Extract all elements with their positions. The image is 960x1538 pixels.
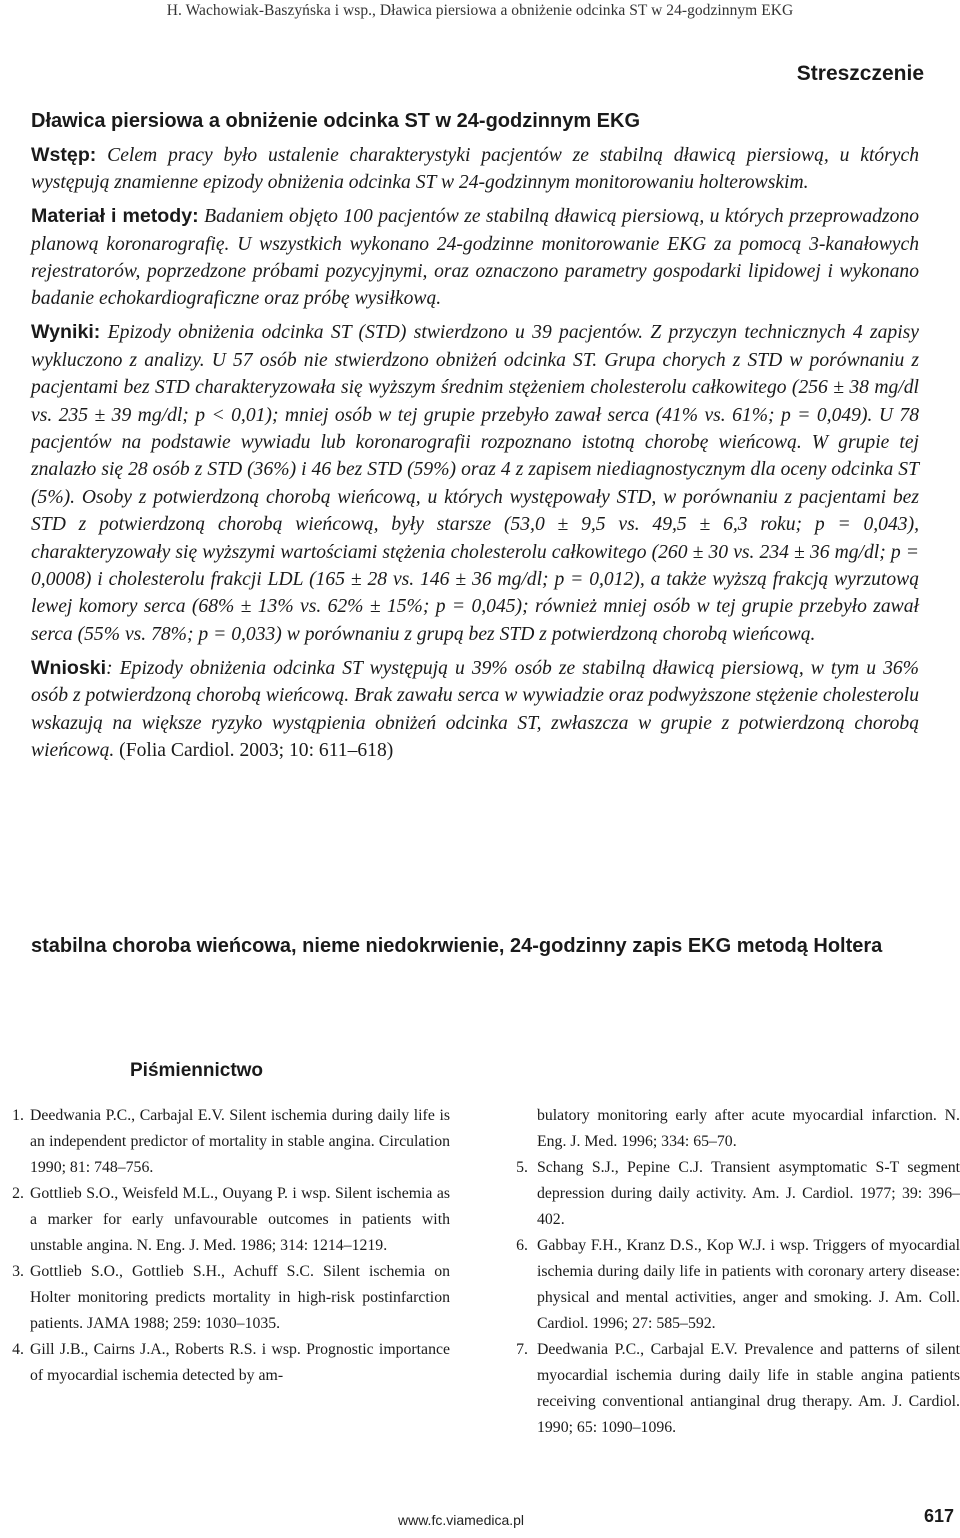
conclusions-text: : Epizody obniżenia odcinka ST występują u 39% osób ze stabilną dławicą piersiową, w tym u 36% osób z potwierdzoną chorobą wieńcową. Brak zawału serca w wywiadzie oraz podwyższone stężenie cholesterolu wskazują na większe ryzyko wystąpienia obniżeń odcinka ST, zwłaszcza w grupie z potwierdzoną chorobą wieńcową.	[31, 657, 919, 761]
reference-item	[0, 1103, 450, 1181]
results-label: Wyniki:	[31, 321, 101, 344]
reference-text: Gottlieb S.O., Gottlieb S.H., Achuff S.C. Silent ischemia on Holter monitoring predicts mortality in high-risk postinfarction patients. JAMA 1988; 259: 1030–1035.	[30, 1263, 450, 1332]
reference-text: bulatory monitoring early after acute myocardial infarction. N. Eng. J. Med. 1996; 334: 65–70.	[537, 1107, 960, 1150]
abstract-section-label: Streszczenie	[796, 62, 924, 85]
reference-text: Deedwania P.C., Carbajal E.V. Prevalence and patterns of silent myocardial ischemia during daily life in stable angina patients receiving conventional antianginal drug therapy. Am. J. Cardiol. 1990; 65: 1090–1096.	[537, 1341, 960, 1436]
reference-item	[0, 1259, 450, 1337]
reference-number: 4.	[12, 1341, 24, 1358]
reference-text: Schang S.J., Pepine C.J. Transient asymptomatic S-T segment depression during daily activity. Am. J. Cardiol. 1977; 39: 396–402.	[537, 1159, 960, 1228]
references-column-left	[0, 1103, 450, 1389]
reference-item	[0, 1181, 450, 1259]
intro-label: Wstęp:	[31, 143, 97, 166]
intro-text: Celem pracy było ustalenie charakterystyki pacjentów ze stabilną dławicą piersiową, u których występują znamienne epizody obniżenia odcinka ST w 24-godzinnym monitorowaniu holterowskim.	[31, 144, 920, 194]
reference-number: 7.	[516, 1341, 528, 1358]
abstract-body	[31, 108, 919, 764]
reference-item	[500, 1233, 960, 1337]
footer-url: www.fc.viamedica.pl	[398, 1512, 525, 1528]
reference-text: Gottlieb S.O., Weisfeld M.L., Ouyang P. i wsp. Silent ischemia as a marker for early unfavourable outcomes in patients with unstable angina. N. Eng. J. Med. 1986; 314: 1214–1219.	[30, 1185, 450, 1254]
conclusions-label: Wnioski	[31, 656, 107, 679]
reference-item	[500, 1155, 960, 1233]
abstract-conclusions	[31, 655, 919, 765]
running-head: H. Wachowiak-Baszyńska i wsp., Dławica piersiowa a obniżenie odcinka ST w 24-godzinnym EKG	[166, 2, 794, 19]
references-column-right	[500, 1103, 960, 1441]
abstract-results	[31, 319, 919, 648]
results-text: Epizody obniżenia odcinka ST (STD) stwierdzono u 39 pacjentów. Z przyczyn technicznych 4 zapisy wykluczono z analizy. U 57 osób nie stwierdzono obniżeń odcinka ST. Grupa chorych z STD w porównaniu z pacjentami bez STD charakteryzowała się wyższym średnim stężeniem cholesterolu całkowitego (256 ± 38 mg/dl vs. 235 ± 39 mg/dl; p < 0,01); mniej osób w tej grupie przebyło zawał serca (41% vs. 61%; p = 0,049). U 78 pacjentów na podstawie wywiadu lub koronarografii rozpoznano istotną chorobę wieńcową. W grupie tej znalazło się 28 osób z STD (36%) i 46 bez STD (59%) oraz 4 z zapisem niediagnostycznym dla oceny odcinka ST (5%). Osoby z potwierdzoną chorobą wieńcową, u których występowały STD, w porównaniu z pacjentami bez STD z potwierdzoną chorobą wieńcową, były starsze (53,0 ± 9,5 vs. 49,5 ± 6,3 roku; p = 0,043), charakteryzowały się wyższymi wartościami stężenia cholesterolu całkowitego (260 ± 30 vs. 234 ± 36 mg/dl; p = 0,0008) i cholesterolu frakcji LDL (165 ± 28 vs. 146 ± 36 mg/dl; p = 0,012), a także wyższą frakcją wyrzutową lewej komory serca (68% ± 13% vs. 62% ± 15%; p = 0,045); również mniej osób w tej grupie przebyło zawał serca (55% vs. 78%; p = 0,033) w porównaniu z grupą bez STD z potwierdzoną chorobą wieńcową.	[31, 322, 919, 645]
reference-number: 3.	[12, 1263, 24, 1280]
abstract-title: Dławica piersiowa a obniżenie odcinka ST w 24-godzinnym EKG	[31, 110, 641, 132]
reference-text: Gabbay F.H., Kranz D.S., Kop W.J. i wsp. Triggers of myocardial ischemia during daily life in patients with coronary artery disease: physical and mental activities, anger and smoking. J. Am. Coll. Cardiol. 1996; 27: 585–592.	[537, 1237, 960, 1332]
methods-label: Materiał i metody:	[31, 205, 199, 228]
abstract-intro	[31, 142, 919, 197]
page-number: 617	[923, 1506, 954, 1526]
reference-item	[0, 1337, 450, 1389]
reference-item	[500, 1337, 960, 1441]
abstract-methods	[31, 203, 919, 313]
keywords: stabilna choroba wieńcowa, nieme niedokrwienie, 24-godzinny zapis EKG metodą Holtera	[31, 935, 883, 957]
reference-text: Deedwania P.C., Carbajal E.V. Silent ischemia during daily life is an independent predictor of mortality in stable angina. Circulation 1990; 81: 748–756.	[30, 1107, 450, 1176]
reference-number: 2.	[12, 1185, 24, 1202]
references-heading: Piśmiennictwo	[130, 1060, 264, 1081]
reference-item-continued	[500, 1103, 960, 1155]
reference-text: Gill J.B., Cairns J.A., Roberts R.S. i wsp. Prognostic importance of myocardial ischemia detected by am-	[30, 1341, 450, 1384]
journal-citation: (Folia Cardiol. 2003; 10: 611–618)	[119, 739, 394, 761]
reference-number: 5.	[516, 1159, 528, 1176]
methods-text: Badaniem objęto 100 pacjentów ze stabilną dławicą piersiową, u których przeprowadzono planową koronarografię. U wszystkich wykonano 24-godzinne monitorowanie EKG za pomocą 3-kanałowych rejestratorów, poprzedzone próbami pozycyjnymi, oraz oznaczono parametry gospodarki lipidowej i wykonano badanie echokardiograficzne oraz próbę wysiłkową.	[31, 206, 919, 310]
reference-number: 1.	[12, 1107, 24, 1124]
reference-number: 6.	[516, 1237, 528, 1254]
